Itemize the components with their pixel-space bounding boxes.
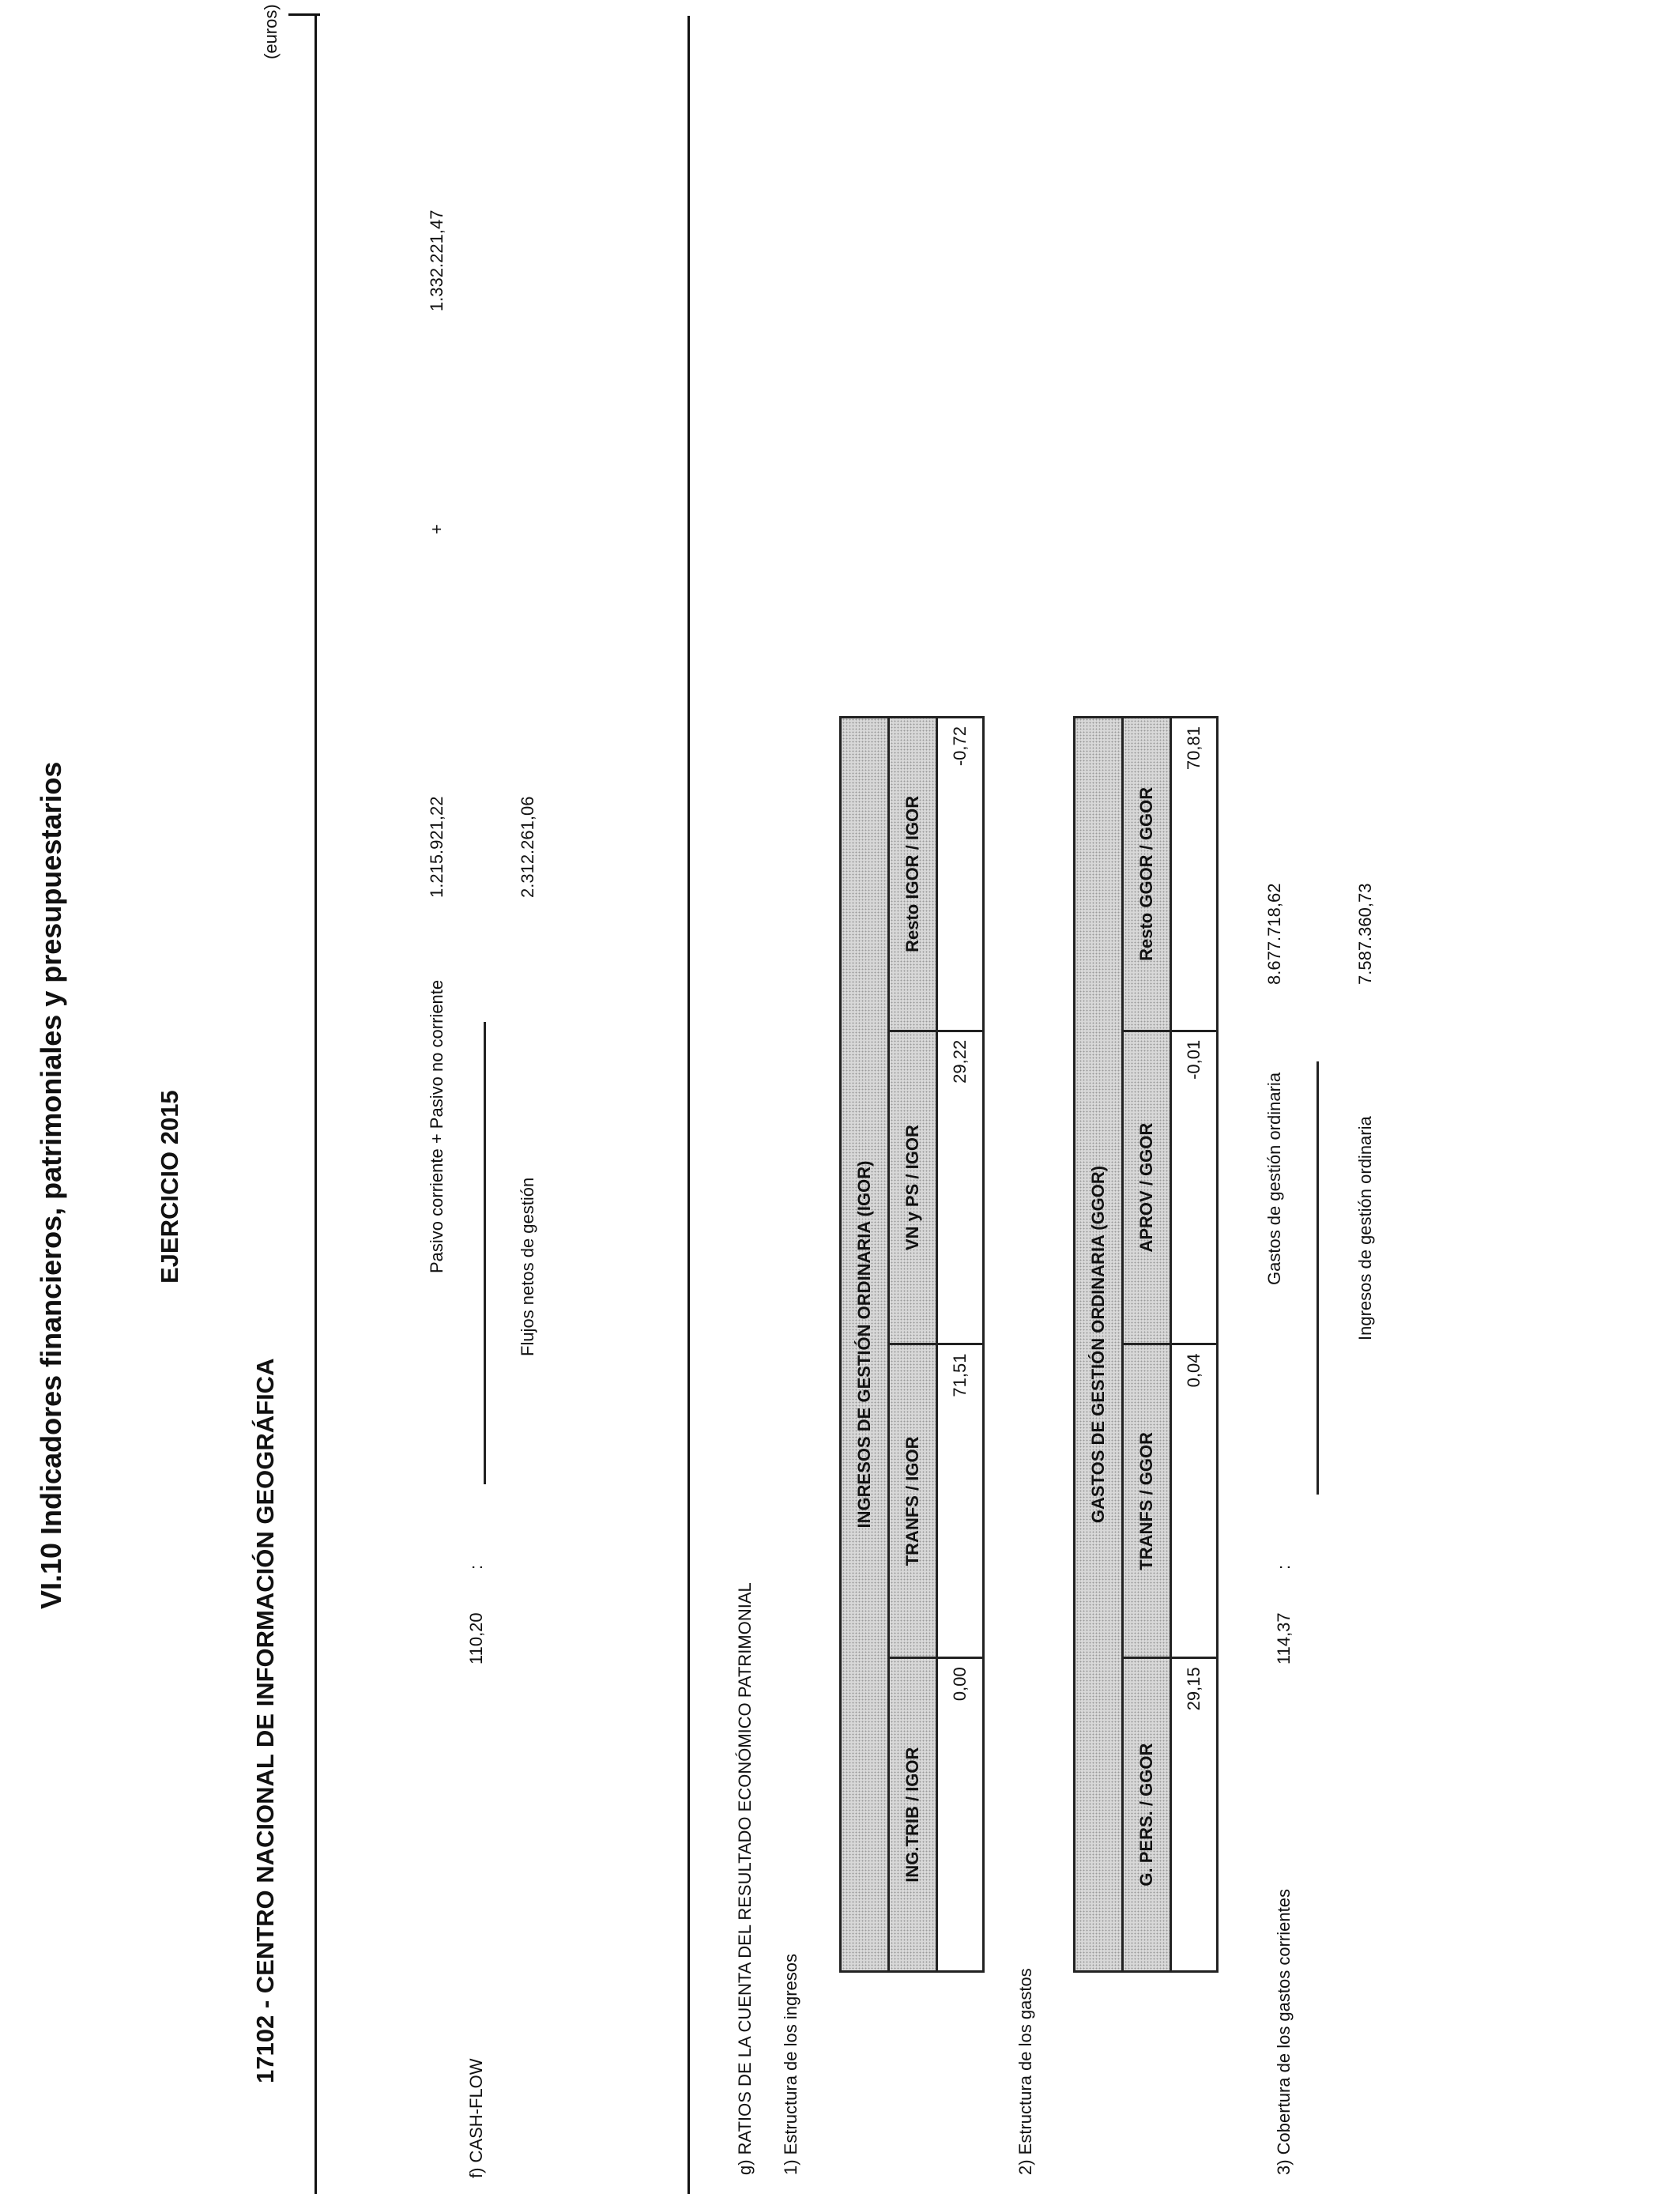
income-col-tranfs: TRANFS / IGOR (889, 1344, 937, 1658)
income-val-vnps: 29,22 (937, 1031, 984, 1344)
income-group-header: INGRESOS DE GESTIÓN ORDINARIA (IGOR) (841, 718, 889, 1972)
expense-group-header: GASTOS DE GESTIÓN ORDINARIA (GGOR) (1075, 718, 1123, 1972)
cashflow-numerator-b: 1.332.221,47 (427, 209, 446, 311)
cashflow-fraction-line (484, 1022, 486, 1484)
cashflow-label: f) CASH-FLOW (466, 2058, 486, 2178)
income-structure-label: 1) Estructura de los ingresos (781, 1953, 800, 2175)
income-val-ingtrib: 0,00 (937, 1658, 984, 1972)
coverage-colon: : (1274, 1564, 1294, 1570)
cashflow-denominator-label: Flujos netos de gestión (518, 1177, 537, 1356)
coverage-fraction-line (1317, 1061, 1319, 1495)
income-val-resto: -0,72 (937, 718, 984, 1031)
expense-val-tranfs: 0,04 (1171, 1344, 1218, 1658)
income-col-vnps: VN y PS / IGOR (889, 1031, 937, 1344)
expense-structure-label: 2) Estructura de los gastos (1015, 1968, 1035, 2175)
cashflow-denominator-value: 2.312.261,06 (518, 796, 537, 898)
coverage-numerator-value: 8.677.718,62 (1264, 883, 1284, 985)
expense-col-resto: Resto GGOR / GGOR (1123, 718, 1171, 1031)
cashflow-plus: + (427, 524, 446, 534)
expense-ratios-table (1073, 716, 1219, 1973)
entity-title: 17102 - CENTRO NACIONAL DE INFORMACIÓN GEOGRÁFICA (251, 1358, 279, 2083)
income-col-ingtrib: ING.TRIB / IGOR (889, 1658, 937, 1972)
expense-col-aprov: APROV / GGOR (1123, 1031, 1171, 1344)
income-ratios-table (839, 716, 985, 1973)
expense-val-resto: 70,81 (1171, 718, 1218, 1031)
income-col-resto: Resto IGOR / IGOR (889, 718, 937, 1031)
cashflow-numerator-label: Pasivo corriente + Pasivo no corriente (427, 979, 446, 1273)
income-val-tranfs: 71,51 (937, 1344, 984, 1658)
expense-col-tranfs: TRANFS / GGOR (1123, 1344, 1171, 1658)
coverage-value: 114,37 (1274, 1612, 1294, 1664)
page-title: VI.10 Indicadores financieros, patrimoniales y presupuestarios (35, 761, 67, 1609)
coverage-label: 3) Cobertura de los gastos corrientes (1274, 1889, 1294, 2175)
expense-val-aprov: -0,01 (1171, 1031, 1218, 1344)
unit-label: (euros) (261, 4, 281, 59)
cashflow-value: 110,20 (466, 1612, 486, 1664)
cashflow-numerator-a: 1.215.921,22 (427, 796, 446, 898)
expense-val-gpers: 29,15 (1171, 1658, 1218, 1972)
coverage-denominator-label: Ingresos de gestión ordinaria (1355, 1116, 1375, 1340)
coverage-denominator-value: 7.587.360,73 (1355, 883, 1375, 985)
coverage-numerator-label: Gastos de gestión ordinaria (1264, 1072, 1284, 1285)
exercise-label: EJERCICIO 2015 (156, 1090, 183, 1284)
header-rule (315, 16, 317, 2194)
ratios-title: g) RATIOS DE LA CUENTA DEL RESULTADO ECONÓMICO PATRIMONIAL (735, 1582, 755, 2175)
cashflow-colon: : (466, 1564, 486, 1570)
expense-col-gpers: G. PERS. / GGOR (1123, 1658, 1171, 1972)
section-rule (687, 16, 690, 2194)
